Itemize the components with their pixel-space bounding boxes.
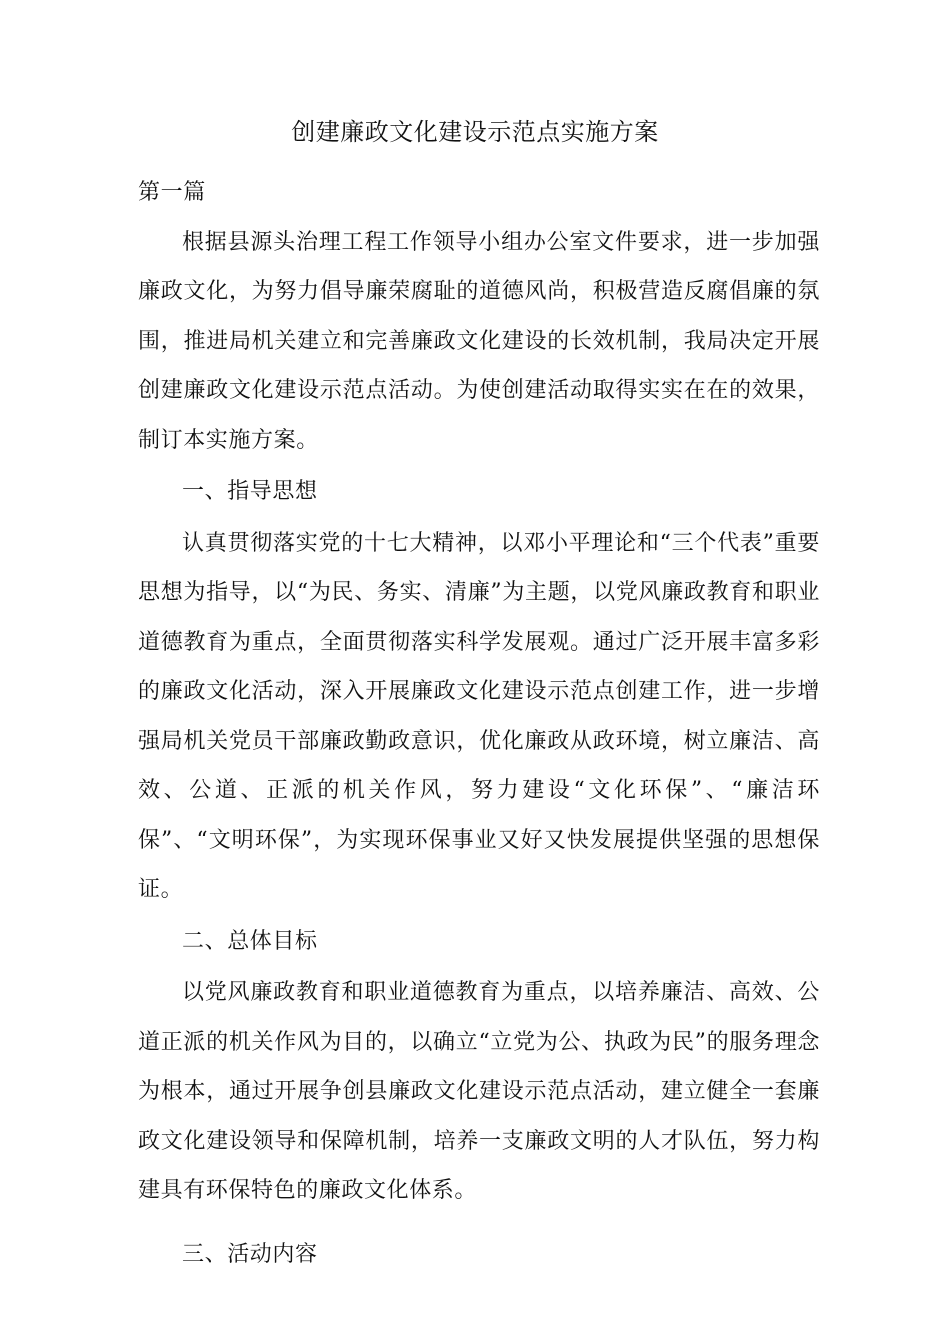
section-label: 第一篇	[138, 180, 206, 205]
document-body	[138, 168, 820, 1279]
guiding-ideology-paragraph: 认真贯彻落实党的十七大精神，以邓小平理论和“三个代表”重要思想为指导，以“为民、务实、清廉”为主题，以党风廉政教育和职业道德教育为重点，全面贯彻落实科学发展观。通过广泛开展丰富多彩的廉政文化活动，深入开展廉政文化建设示范点创建工作，进一步增强局机关党员干部廉政勤政意识，优化廉政从政环境，树立廉洁、高效、公道、正派的机关作风，努力建设“文化环保”、“廉洁环保”、“文明环保”，为实现环保事业又好又快发展提供坚强的思想保证。	[138, 530, 820, 902]
heading-guiding-ideology: 一、指导思想	[182, 479, 318, 504]
document-title: 创建廉政文化建设示范点实施方案	[291, 118, 659, 146]
intro-paragraph: 根据县源头治理工程工作领导小组办公室文件要求，进一步加强廉政文化，为努力倡导廉荣腐耻的道德风尚，积极营造反腐倡廉的氛围，推进局机关建立和完善廉政文化建设的长效机制，我局决定开展创建廉政文化建设示范点活动。为使创建活动取得实实在在的效果，制订本实施方案。	[138, 229, 820, 453]
heading-overall-goal: 二、总体目标	[182, 928, 318, 954]
overall-goal-paragraph: 以党风廉政教育和职业道德教育为重点，以培养廉洁、高效、公道正派的机关作风为目的，以确立“立党为公、执政为民”的服务理念为根本，通过开展争创县廉政文化建设示范点活动，建立健全一套廉政文化建设领导和保障机制，培养一支廉政文明的人才队伍，努力构建具有环保特色的廉政文化体系。	[138, 980, 820, 1203]
heading-activity-content: 三、活动内容	[182, 1241, 318, 1267]
